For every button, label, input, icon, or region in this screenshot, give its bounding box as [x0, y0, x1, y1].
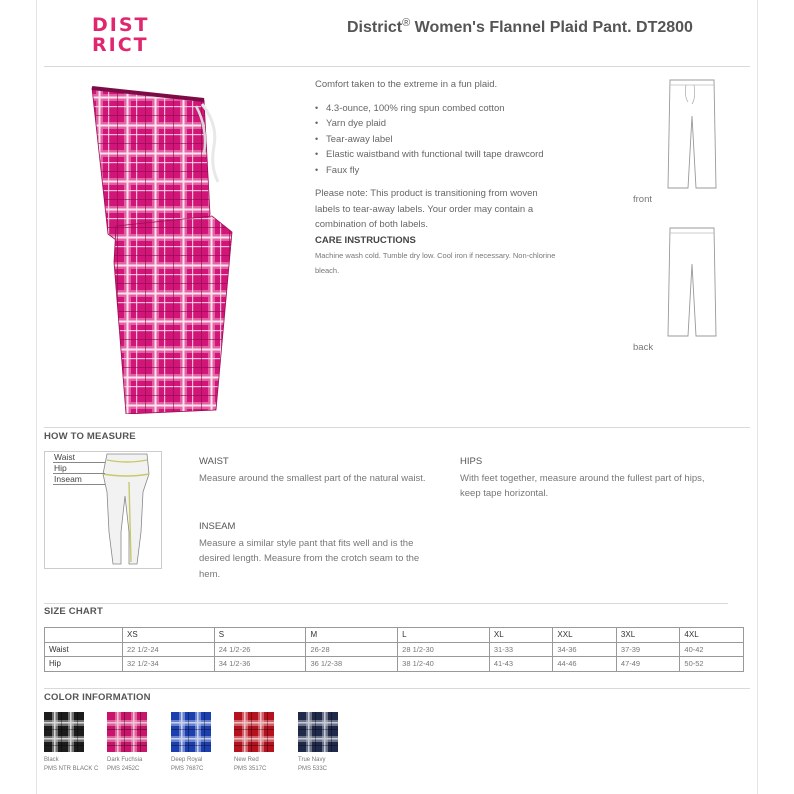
diagram-label-inseam: Inseam [54, 474, 82, 484]
inseam-text: Measure a similar style pant that fits well and is the desired length. Measure from the crotch seam to the hem. [199, 537, 420, 580]
size-header: 4XL [680, 628, 744, 643]
color-swatch-label [107, 756, 142, 774]
header-divider [44, 66, 750, 67]
color-name: Black [44, 757, 59, 763]
color-pms-code: PMS 7687C [171, 766, 204, 772]
table-cell: 36 1/2-38 [306, 657, 398, 672]
color-swatch-label [44, 756, 98, 774]
product-description [315, 77, 565, 278]
feature-list [315, 101, 565, 179]
size-header-row [45, 628, 744, 643]
color-name: True Navy [298, 757, 326, 763]
how-to-measure-heading: HOW TO MEASURE [44, 431, 136, 442]
logo-line-2: RICT [92, 34, 149, 56]
table-cell: 41-43 [489, 657, 553, 672]
color-pms-code: PMS 533C [298, 766, 328, 772]
diagram-leader-line [53, 484, 105, 485]
size-header: S [214, 628, 306, 643]
table-cell: 40-42 [680, 642, 744, 657]
color-swatch-label [298, 756, 327, 774]
size-header: M [306, 628, 398, 643]
row-label: Hip [45, 657, 123, 672]
color-name: New Red [234, 757, 259, 763]
size-header: XL [489, 628, 553, 643]
table-cell: 26-28 [306, 642, 398, 657]
table-cell: 37-39 [616, 642, 680, 657]
color-info-heading: COLOR INFORMATION [44, 692, 151, 703]
measure-diagram [44, 451, 162, 569]
row-label: Waist [45, 642, 123, 657]
color-swatch [44, 712, 84, 752]
hips-text: With feet together, measure around the fullest part of hips, keep tape horizontal. [460, 472, 705, 499]
product-intro: Comfort taken to the extreme in a fun plaid. [315, 79, 498, 90]
color-pms-code: PMS 2452C [107, 766, 140, 772]
label-note: Please note: This product is transitioning from woven labels to tear-away labels. Your order may contain a combination of both labels. [315, 188, 538, 230]
color-swatch [298, 712, 338, 752]
size-header: XS [123, 628, 215, 643]
diagram-label-hip: Hip [54, 463, 67, 473]
feature-item: • Tear-away label [315, 132, 565, 148]
page-title [347, 17, 693, 37]
hips-heading: HIPS [460, 456, 483, 467]
size-header: L [398, 628, 490, 643]
product-image [86, 84, 236, 414]
waist-heading: WAIST [199, 456, 229, 467]
color-swatch [234, 712, 274, 752]
size-header: 3XL [616, 628, 680, 643]
table-cell: 28 1/2-30 [398, 642, 490, 657]
table-cell: 31-33 [489, 642, 553, 657]
table-cell: 32 1/2-34 [123, 657, 215, 672]
table-cell: 34 1/2-36 [214, 657, 306, 672]
color-swatch-label [234, 756, 266, 774]
title-product: Women's Flannel Plaid Pant. DT2800 [410, 19, 693, 36]
care-text: Machine wash cold. Tumble dry low. Cool iron if necessary. Non-chlorine bleach. [315, 251, 556, 275]
color-pms-code: PMS 3517C [234, 766, 267, 772]
size-chart-heading: SIZE CHART [44, 606, 103, 617]
waist-section [199, 454, 439, 486]
size-divider [44, 603, 728, 604]
color-divider [44, 688, 750, 689]
back-label: back [633, 342, 654, 353]
back-view-drawing [664, 224, 720, 340]
title-brand: District [347, 19, 403, 36]
feature-item: • Faux fly [315, 163, 565, 179]
table-cell: 47-49 [616, 657, 680, 672]
table-row [45, 642, 744, 657]
waist-text: Measure around the smallest part of the natural waist. [199, 472, 426, 484]
district-logo [92, 16, 150, 56]
color-swatch [171, 712, 211, 752]
color-name: Dark Fuchsia [107, 757, 143, 763]
size-header: XXL [553, 628, 617, 643]
feature-item: • Elastic waistband with functional twill tape drawcord [315, 147, 565, 163]
front-label: front [633, 194, 653, 205]
color-swatch [107, 712, 147, 752]
diagram-label-waist: Waist [54, 452, 75, 462]
inseam-section [199, 519, 439, 582]
table-cell: 22 1/2-24 [123, 642, 215, 657]
table-cell: 38 1/2-40 [398, 657, 490, 672]
table-cell: 24 1/2-26 [214, 642, 306, 657]
table-cell: 34-36 [553, 642, 617, 657]
registered-mark: ® [402, 17, 411, 29]
size-header-blank [45, 628, 123, 643]
inseam-heading: INSEAM [199, 521, 236, 532]
diagram-leader-line [53, 473, 105, 474]
front-view-drawing [664, 76, 720, 192]
care-heading: CARE INSTRUCTIONS [315, 234, 416, 246]
diagram-leader-line [53, 462, 105, 463]
table-cell: 50-52 [680, 657, 744, 672]
color-name: Deep Royal [171, 757, 203, 763]
hips-section [460, 454, 710, 502]
measure-divider [44, 427, 750, 428]
color-pms-code: PMS NTR BLACK C [44, 766, 99, 772]
table-row [45, 657, 744, 672]
color-swatch-label [171, 756, 203, 774]
size-chart-table [44, 627, 744, 672]
feature-item: • 4.3-ounce, 100% ring spun combed cotton [315, 101, 565, 117]
feature-item: • Yarn dye plaid [315, 116, 565, 132]
table-cell: 44-46 [553, 657, 617, 672]
logo-line-1: DIST [92, 14, 150, 36]
